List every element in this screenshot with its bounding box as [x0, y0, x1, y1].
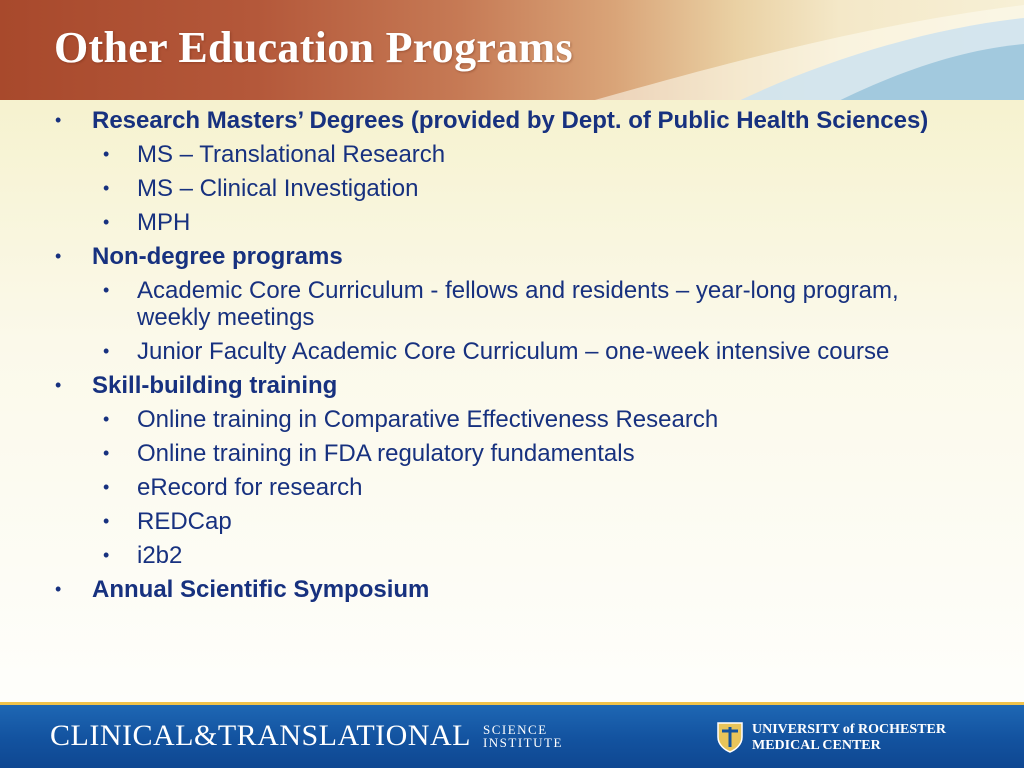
sub-bullet-glyph: •: [103, 409, 110, 429]
bullet-item: [0, 243, 1024, 270]
sub-bullet-glyph: •: [103, 144, 110, 164]
sub-bullet-label: Junior Faculty Academic Core Curriculum – one-week intensive course: [137, 338, 890, 365]
sub-bullet-glyph: •: [103, 545, 110, 565]
urmc-line2: MEDICAL CENTER: [752, 738, 881, 753]
sub-bullet-item: [0, 141, 1024, 168]
bullet-glyph: •: [55, 579, 62, 599]
sub-bullet-label: MS – Clinical Investigation: [137, 175, 419, 202]
ctsi-logo: [50, 719, 563, 753]
bullet-glyph: •: [55, 246, 62, 266]
bullet-item: [0, 576, 1024, 603]
sub-bullet-glyph: •: [103, 443, 110, 463]
slide-title: Other Education Programs: [54, 23, 573, 72]
sub-bullet-label: REDCap: [137, 508, 232, 535]
ctsi-subtitle-line2: INSTITUTE: [482, 735, 563, 750]
sub-bullet-item: [0, 277, 1024, 331]
sub-bullet-label: Online training in Comparative Effectiveness Research: [137, 406, 719, 433]
sub-bullet-label: eRecord for research: [137, 474, 363, 501]
sub-bullet-glyph: •: [103, 511, 110, 531]
bullet-label: Skill-building training: [92, 372, 338, 399]
sub-bullet-label: i2b2: [137, 542, 183, 569]
sub-bullet-item: [0, 474, 1024, 501]
footer-banner: [0, 702, 1024, 768]
ctsi-name: CLINICAL&TRANSLATIONAL: [50, 719, 471, 752]
sub-bullet-label: Online training in FDA regulatory fundamentals: [137, 440, 635, 467]
bullet-label: Annual Scientific Symposium: [92, 576, 430, 603]
bullet-item: [0, 107, 1024, 134]
sub-bullet-item: [0, 542, 1024, 569]
urmc-logo: [752, 722, 946, 754]
sub-bullet-glyph: •: [103, 212, 110, 232]
sub-bullet-label: Academic Core Curriculum - fellows and residents – year-long program, weekly meetings: [137, 277, 899, 331]
sub-bullet-item: [0, 440, 1024, 467]
sub-bullet-item: [0, 338, 1024, 365]
sub-bullet-item: [0, 406, 1024, 433]
sub-bullet-item: [0, 175, 1024, 202]
sub-bullet-item: [0, 508, 1024, 535]
bullet-label: Non-degree programs: [92, 243, 343, 270]
sub-bullet-label: MS – Translational Research: [137, 141, 446, 168]
sub-bullet-label: MPH: [137, 209, 191, 236]
bullet-list: [0, 107, 1024, 610]
ctsi-subtitle-line1: SCIENCE: [482, 722, 548, 737]
ctsi-subtitle: [483, 723, 563, 749]
bullet-label: Research Masters’ Degrees (provided by Dept. of Public Health Sciences): [92, 107, 929, 134]
university-shield-icon: [716, 721, 744, 753]
sub-bullet-item: [0, 209, 1024, 236]
sub-bullet-glyph: •: [103, 341, 110, 361]
bullet-glyph: •: [55, 110, 62, 130]
bullet-item: [0, 372, 1024, 399]
title-bar: [0, 0, 1024, 100]
sub-bullet-glyph: •: [103, 280, 110, 300]
sub-bullet-glyph: •: [103, 178, 110, 198]
urmc-line1: UNIVERSITY of ROCHESTER: [752, 722, 946, 737]
bullet-glyph: •: [55, 375, 62, 395]
sub-bullet-glyph: •: [103, 477, 110, 497]
